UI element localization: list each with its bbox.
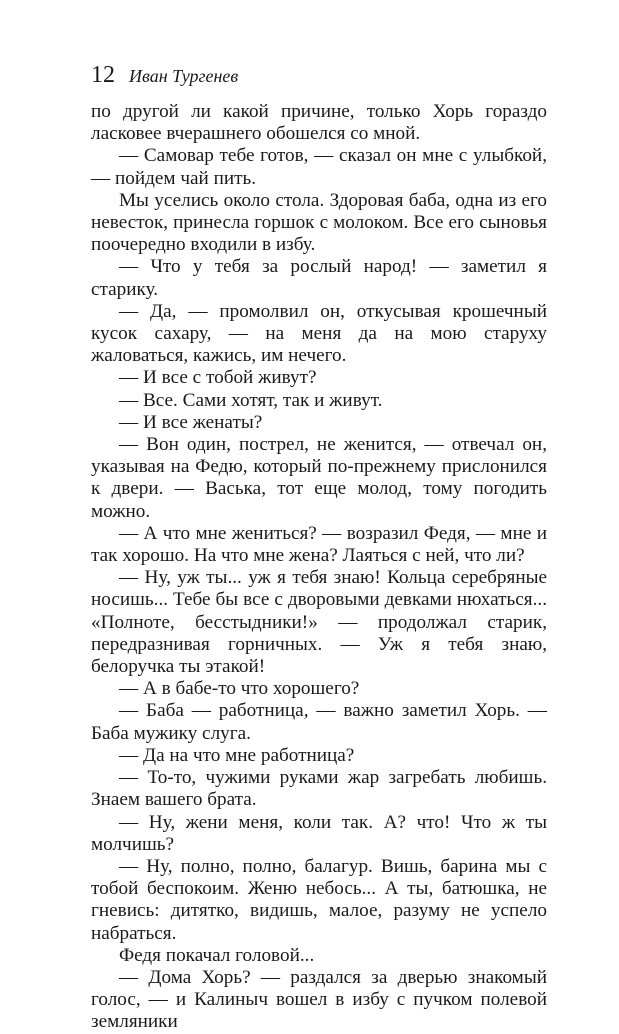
paragraph: Мы уселись около стола. Здоровая баба, одна из его невесток, принесла горшок с молоком. Все его сыновья поочередно входили в избу.	[91, 189, 547, 256]
paragraph: — А в бабе-то что хорошего?	[119, 678, 360, 700]
paragraph: — Что у тебя за рослый народ! — заметил я старику.	[91, 256, 547, 300]
paragraph: — Баба — работница, — важно заметил Хорь. — Баба мужику слуга.	[91, 700, 547, 744]
paragraph: — Самовар тебе готов, — сказал он мне с улыбкой, — пойдем чай пить.	[91, 145, 547, 189]
paragraph: — Да на что мне работница?	[119, 744, 355, 766]
paragraph: — Вон один, пострел, не женится, — отвечал он, указывая на Федю, который по-прежнему прислонился к двери. — Васька, тот еще молод, тому погодить можно.	[91, 434, 547, 522]
paragraph: — Дома Хорь? — раздался за дверью знакомый голос, — и Калиныч вошел в избу с пучком полевой земляники	[91, 966, 547, 1033]
page-number: 12	[91, 62, 115, 88]
paragraph: — А что мне жениться? — возразил Федя, — мне и так хорошо. На что мне жена? Лаяться с ней, что ли?	[91, 522, 547, 567]
body-text	[91, 101, 547, 1034]
paragraph: — То-то, чужими руками жар загребать любишь. Знаем вашего брата.	[91, 767, 547, 811]
running-head	[91, 62, 238, 89]
paragraph: — Ну, жени меня, коли так. А? что! Что ж ты молчишь?	[91, 811, 547, 855]
paragraph: — Все. Сами хотят, так и живут.	[119, 389, 383, 411]
author-name: Иван Тургенев	[129, 66, 239, 86]
paragraph: Федя покачал головой...	[119, 944, 315, 966]
paragraph: — И все женаты?	[119, 411, 263, 433]
paragraph: — Ну, уж ты... уж я тебя знаю! Кольца серебряные носишь... Тебе бы все с дворовыми девками нюхаться... «Полноте, бесстыдники!» — продолжал старик, передразнивая горничных. — Уж я тебя знаю, белоручка ты этакой!	[91, 567, 547, 678]
paragraph: — И все с тобой живут?	[119, 367, 317, 389]
paragraph: — Да, — промолвил он, откусывая крошечный кусок сахару, — на меня да на мою старуху жаловаться, кажись, им нечего.	[91, 300, 547, 367]
paragraph: по другой ли какой причине, только Хорь гораздо ласковее вчерашнего обошелся со мной.	[91, 101, 547, 145]
paragraph: — Ну, полно, полно, балагур. Вишь, барина мы с тобой беспокоим. Женю небось... А ты, батюшка, не гневись: дитятко, видишь, малое, разуму не успело набраться.	[91, 855, 547, 944]
